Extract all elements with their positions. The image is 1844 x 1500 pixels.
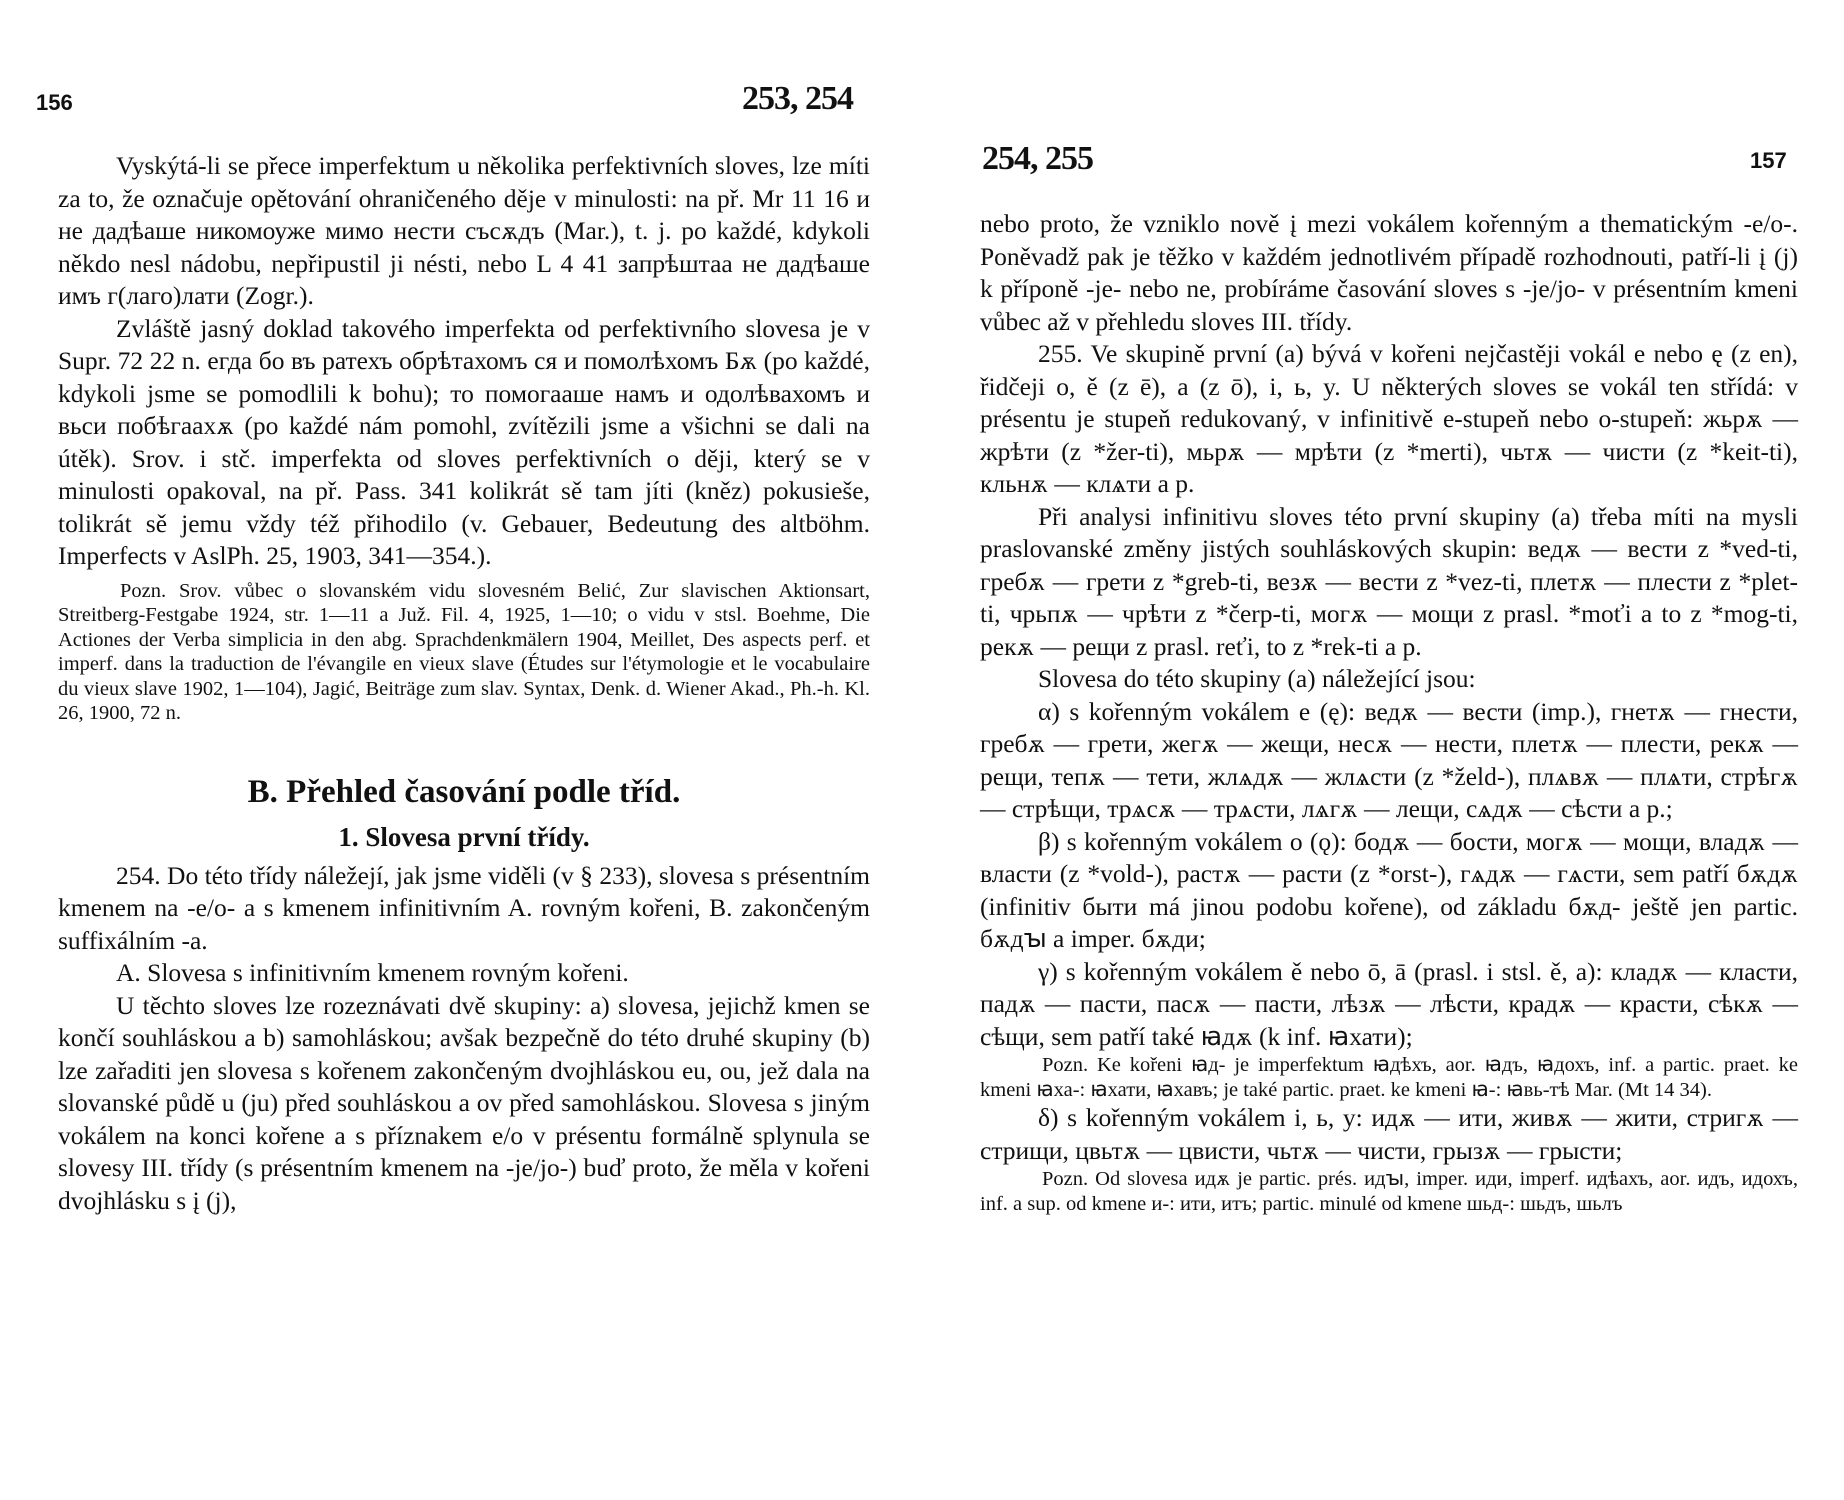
paragraph-supr-example: Zvláště jasný doklad takového imperfekta od perfektivního slovesa je v Supr. 72 22 n. егда бо въ ратехъ обрѣтахомъ ся и помолѣхомъ Бѫ (po každé, kdykoli jsme se pomodlili k bohu); то помогааше намъ и одолѣвахомъ и вьси побѣгаахѫ (po každé nám pomohl, zvítězili jsme a všichni se dali na útěk). Srov. i stč. imperfekta od sloves perfektivních o ději, který se v minulosti opakoval, na př. Pass. 341 kolikrát sě tam jíti (kněz) pokusieše, tolikrát sě jemu vždy též přihodilo (v. Gebauer, Bedeutung des altböhm. Imperfects v AslPh. 25, 1903, 341—354.). bbox=[58, 313, 870, 570]
running-head: 254, 255 bbox=[982, 140, 1093, 177]
list-item-gamma: γ) s kořenným vokálem ě nebo ō, ā (prasl. i stsl. ě, a): кладѫ — класти, падѫ — пасти, пасѫ — пасти, лѣзѫ — лѣсти, крадѫ — красти, сѣкѫ — сѣщи, sem patří také ꙗдѫ (k inf. ꙗхати); bbox=[980, 956, 1798, 1051]
paragraph-list-intro: Slovesa do této skupiny (a) náležející jsou: bbox=[1038, 664, 1476, 693]
note-vid: Pozn. Srov. vůbec o slovanském vidu slovesném Belić, Zur slavischen Aktionsart, Streitberg-Festgabe 1924, str. 1—11 a Juž. Fil. 4, 1925, 1—10; o vidu v stsl. Boehme, Die Actiones der Verba simplicia in den abg. Sprachdenkmälern 1904, Meillet, Des aspects perf. et imperf. dans la traduction de l'évangile en vieux slave (Études sur l'étymologie et le vocabulaire du vieux slave 1902, 1—104), Jagić, Beiträge zum slav. Syntax, Denk. d. Wiener Akad., Ph.-h. Kl. 26, 1900, 72 n. bbox=[58, 579, 870, 724]
paragraph-254: 254. Do této třídy náležejí, jak jsme viděli (v § 233), slovesa s présentním kmenem na -e/o- a s kmenem infinitivním A. rovným kořeni, B. zakončeným suffixálním -a. bbox=[58, 860, 870, 955]
paragraph-infinitive-analysis: Při analysi infinitivu sloves této první skupiny (a) třeba míti na mysli praslovanské změny jistých souhláskových skupin: ведѫ — вести z *ved-ti, гребѫ — грети z *greb-ti, везѫ — вести z *vez-ti, плетѫ — плести z *plet-ti, чрьпѫ — чрѣти z *čerp-ti, могѫ — мощи z prasl. *moťi a to z *mog-ti, рекѫ — рещи z prasl. reťi, to z *rek-ti a p. bbox=[980, 501, 1798, 661]
paragraph-continuation: nebo proto, že vzniklo nově į mezi vokálem kořenným a thematickým -e/o-. Poněvadž pak je těžko v každém jednotlivém případě rozhodnouti, patří-li į (j) k příponě -je- nebo ne, probíráme časování sloves s -je/jo- v présentním kmeni vůbec až v přehledu sloves III. třídy. bbox=[980, 209, 1798, 336]
paragraph-imperfect-perfective: Vyskýtá-li se přece imperfektum u několika perfektivních sloves, lze míti za to, že označuje opětování ohraničeného děje v minulosti: na př. Mr 11 16 и не дадѣаше никомоуже мимо нести съсѫдъ (Mar.), t. j. po každé, kdykoli někdo nesl nádobu, nepřipustil ji nésti, nebo L 4 41 запрѣштаа не дадѣаше имъ г(лаго)лати (Zogr.). bbox=[58, 151, 870, 310]
list-item-alpha: α) s kořenným vokálem e (ę): ведѫ — вести (imp.), гнетѫ — гнести, гребѫ — грети, жегѫ — жещи, несѫ — нести, плетѫ — плести, рекѫ — рещи, тепѫ — тети, жлѧдѫ — жлѧсти (z *želd-), плѧвѫ — плѧти, стрѣгѫ — стрѣщи, трѧсѫ — трѧсти, лѧгѫ — лещи, сѧдѫ — сѣсти a p.; bbox=[980, 696, 1798, 823]
list-item-delta: δ) s kořenným vokálem i, ь, y: идѫ — ити, живѫ — жити, стригѫ — стрищи, цвьтѫ — цвисти, чьтѫ — чисти, грызѫ — грысти; bbox=[980, 1103, 1798, 1165]
right-body bbox=[980, 208, 1798, 1216]
paragraph-a-heading: A. Slovesa s infinitivním kmenem rovným kořeni. bbox=[116, 958, 629, 987]
left-body bbox=[58, 150, 870, 1217]
note-gamma: Pozn. Ke kořeni ꙗд- je imperfektum ꙗдѣхъ, aor. ꙗдъ, ꙗдохъ, inf. a partic. praet. ke kmeni ꙗха-: ꙗхати, ꙗхавъ; je také partic. praet. ke kmeni ꙗ-: ꙗвь-тѣ Mar. (Mt 14 34). bbox=[980, 1054, 1798, 1101]
page-number: 156 bbox=[36, 90, 73, 115]
list-item-beta: β) s kořenným vokálem o (ǫ): бодѫ — бости, могѫ — мощи, владѫ — власти (z *vold-), растѫ — расти (z *orst-), гѧдѫ — гѧсти, sem patří бѫдѫ (infinitiv быти má jinou podobu kořene), od základu бѫд- ještě jen partic. бѫдꙑ a imper. бѫди; bbox=[980, 826, 1798, 953]
section-heading-b: B. Přehled časování podle tříd. bbox=[247, 773, 681, 810]
section-heading-1: 1. Slovesa první třídy. bbox=[338, 821, 590, 852]
paragraph-255: 255. Ve skupině první (a) bývá v kořeni nejčastěji vokál e nebo ę (z en), řidčeji o, ě (z ē), a (z ō), i, ь, y. U některých sloves se vokál ten střídá: v présentu je stupeň redukovaný, v infinitivě e-stupeň nebo o-stupeň: жьрѫ — жрѣти (z *žer-ti), мьрѫ — мрѣти (z *merti), чьтѫ — чисти (z *keit-ti), кльнѫ — клѧти a p. bbox=[980, 339, 1798, 498]
paragraph-two-groups: U těchto sloves lze rozeznávati dvě skupiny: a) slovesa, jejichž kmen se končí souhláskou a b) samohláskou; avšak bezpečně do této druhé skupiny (b) lze zařaditi jen slovesa s kořenem zakončeným dvojhláskou eu, ou, jež dala na slovanské půdě u (ju) před souhláskou a ov před samohláskou. Slovesa s jiným vokálem na konci kořene a s příznakem e/o v présentu formálně splynula se slovesy III. třídy (s présentním kmenem na -je/jo-) buď proto, že měla v kořeni dvojhlásku s į (j), bbox=[58, 990, 870, 1215]
running-head: 253, 254 bbox=[742, 80, 853, 117]
note-delta: Pozn. Od slovesa идѫ je partic. prés. идꙑ, imper. иди, imperf. идѣахъ, aor. идъ, идохъ, inf. a sup. od kmene и-: ити, итъ; partic. minulé od kmene шьд-: шьдъ, шьлъ bbox=[980, 1168, 1798, 1215]
page-number: 157 bbox=[1750, 148, 1787, 173]
